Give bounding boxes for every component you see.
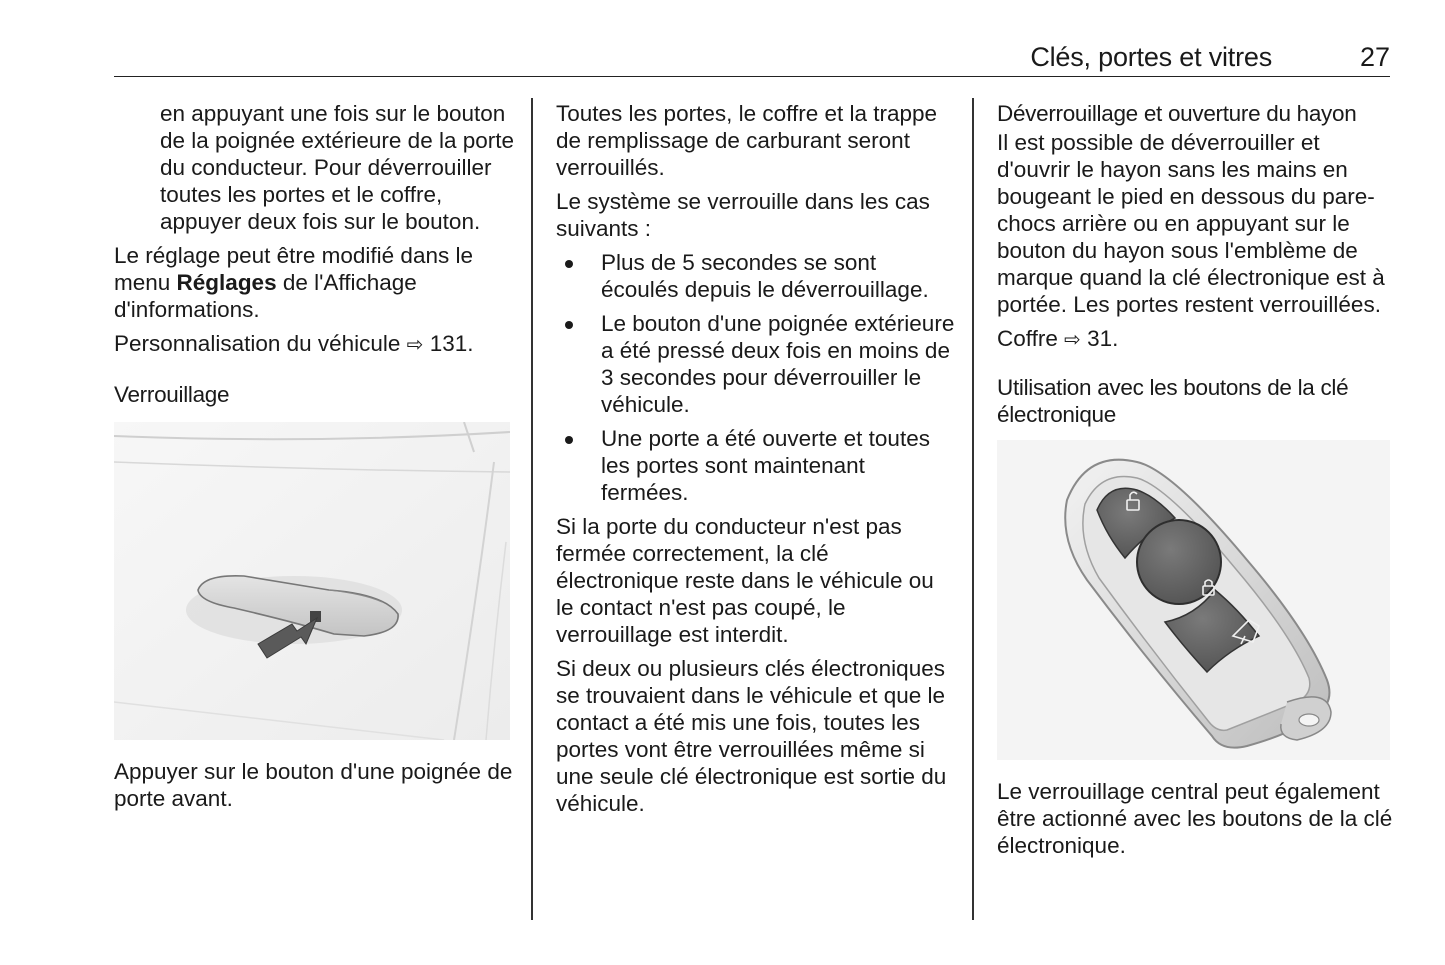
figure-caption-key: Le verrouillage central peut également être actionné avec les boutons de la clé électronique. — [997, 779, 1393, 858]
intro-paragraph: en appuyant une fois sur le bouton de la poignée extérieure de la porte du conducteur. Pour déverrouiller toutes les portes et le coffre, appuyer deux fois sur le bouton. — [160, 101, 515, 234]
locked-items-paragraph: Toutes les portes, le coffre et la trappe de remplissage de carburant seront verrouillés. — [556, 101, 938, 180]
bullet-icon — [565, 321, 573, 329]
section-heading-hayon: Déverrouillage et ouverture du hayon — [997, 101, 1357, 126]
page-reference: 131. — [423, 331, 474, 356]
coffre-reference: Coffre ⇨ 31. — [997, 326, 1119, 351]
section-heading-verrouillage: Verrouillage — [114, 382, 230, 407]
list-item: Le bouton d'une poignée extérieure a été pressé deux fois en moins de 3 secondes pour déverrouiller le véhicule. — [556, 310, 956, 418]
electronic-key-illustration — [997, 440, 1390, 760]
settings-paragraph: Le réglage peut être modifié dans le menu Réglages de l'Affichage d'informations. — [114, 243, 473, 322]
figure-caption-door: Appuyer sur le bouton d'une poignée de porte avant. — [114, 759, 513, 811]
multiple-keys-paragraph: Si deux ou plusieurs clés électroniques se trouvaient dans le véhicule et que le contact a été mis une fois, toutes les portes vont être verrouillées même si une seule clé électronique est sortie du véhicule. — [556, 656, 947, 816]
reference-arrow-icon: ⇨ — [1064, 329, 1081, 351]
settings-menu-name: Réglages — [176, 270, 277, 295]
reference-arrow-icon: ⇨ — [406, 334, 424, 356]
page-number: 27 — [1359, 42, 1390, 72]
column-2 — [556, 100, 956, 824]
bullet-icon — [565, 260, 573, 268]
chapter-title: Clés, portes et vitres — [1030, 42, 1272, 72]
page-header — [114, 40, 1390, 77]
list-item: Une porte a été ouverte et toutes les portes sont maintenant fermées. — [556, 425, 956, 506]
column-separator-1 — [531, 98, 533, 920]
page-reference: 31. — [1080, 326, 1119, 351]
section-heading-key-buttons: Utilisation avec les boutons de la clé électronique — [997, 375, 1349, 427]
lock-conditions-list — [556, 249, 956, 506]
bullet-icon — [565, 436, 573, 444]
lock-prevented-paragraph: Si la porte du conducteur n'est pas fermée correctement, la clé électronique reste dans le véhicule ou le contact n'est pas coupé, le verrouillage est interdit. — [556, 514, 934, 647]
list-item: Plus de 5 secondes se sont écoulés depuis le déverrouillage. — [556, 249, 956, 303]
personalisation-paragraph: Personnalisation du véhicule ⇨ 131. — [114, 331, 474, 356]
lock-conditions-intro: Le système se verrouille dans les cas suivants : — [556, 189, 930, 241]
column-3 — [997, 100, 1397, 866]
door-handle-illustration — [114, 422, 510, 740]
hayon-paragraph: Il est possible de déverrouiller et d'ouvrir le hayon sans les mains en bougeant le pied en dessous du pare-chocs arrière ou en appuyant sur le bouton du hayon sous l'emblème de marque quand la clé électronique est à portée. Les portes restent verrouillées. — [997, 130, 1385, 317]
column-separator-2 — [972, 98, 974, 920]
column-1 — [114, 100, 514, 819]
